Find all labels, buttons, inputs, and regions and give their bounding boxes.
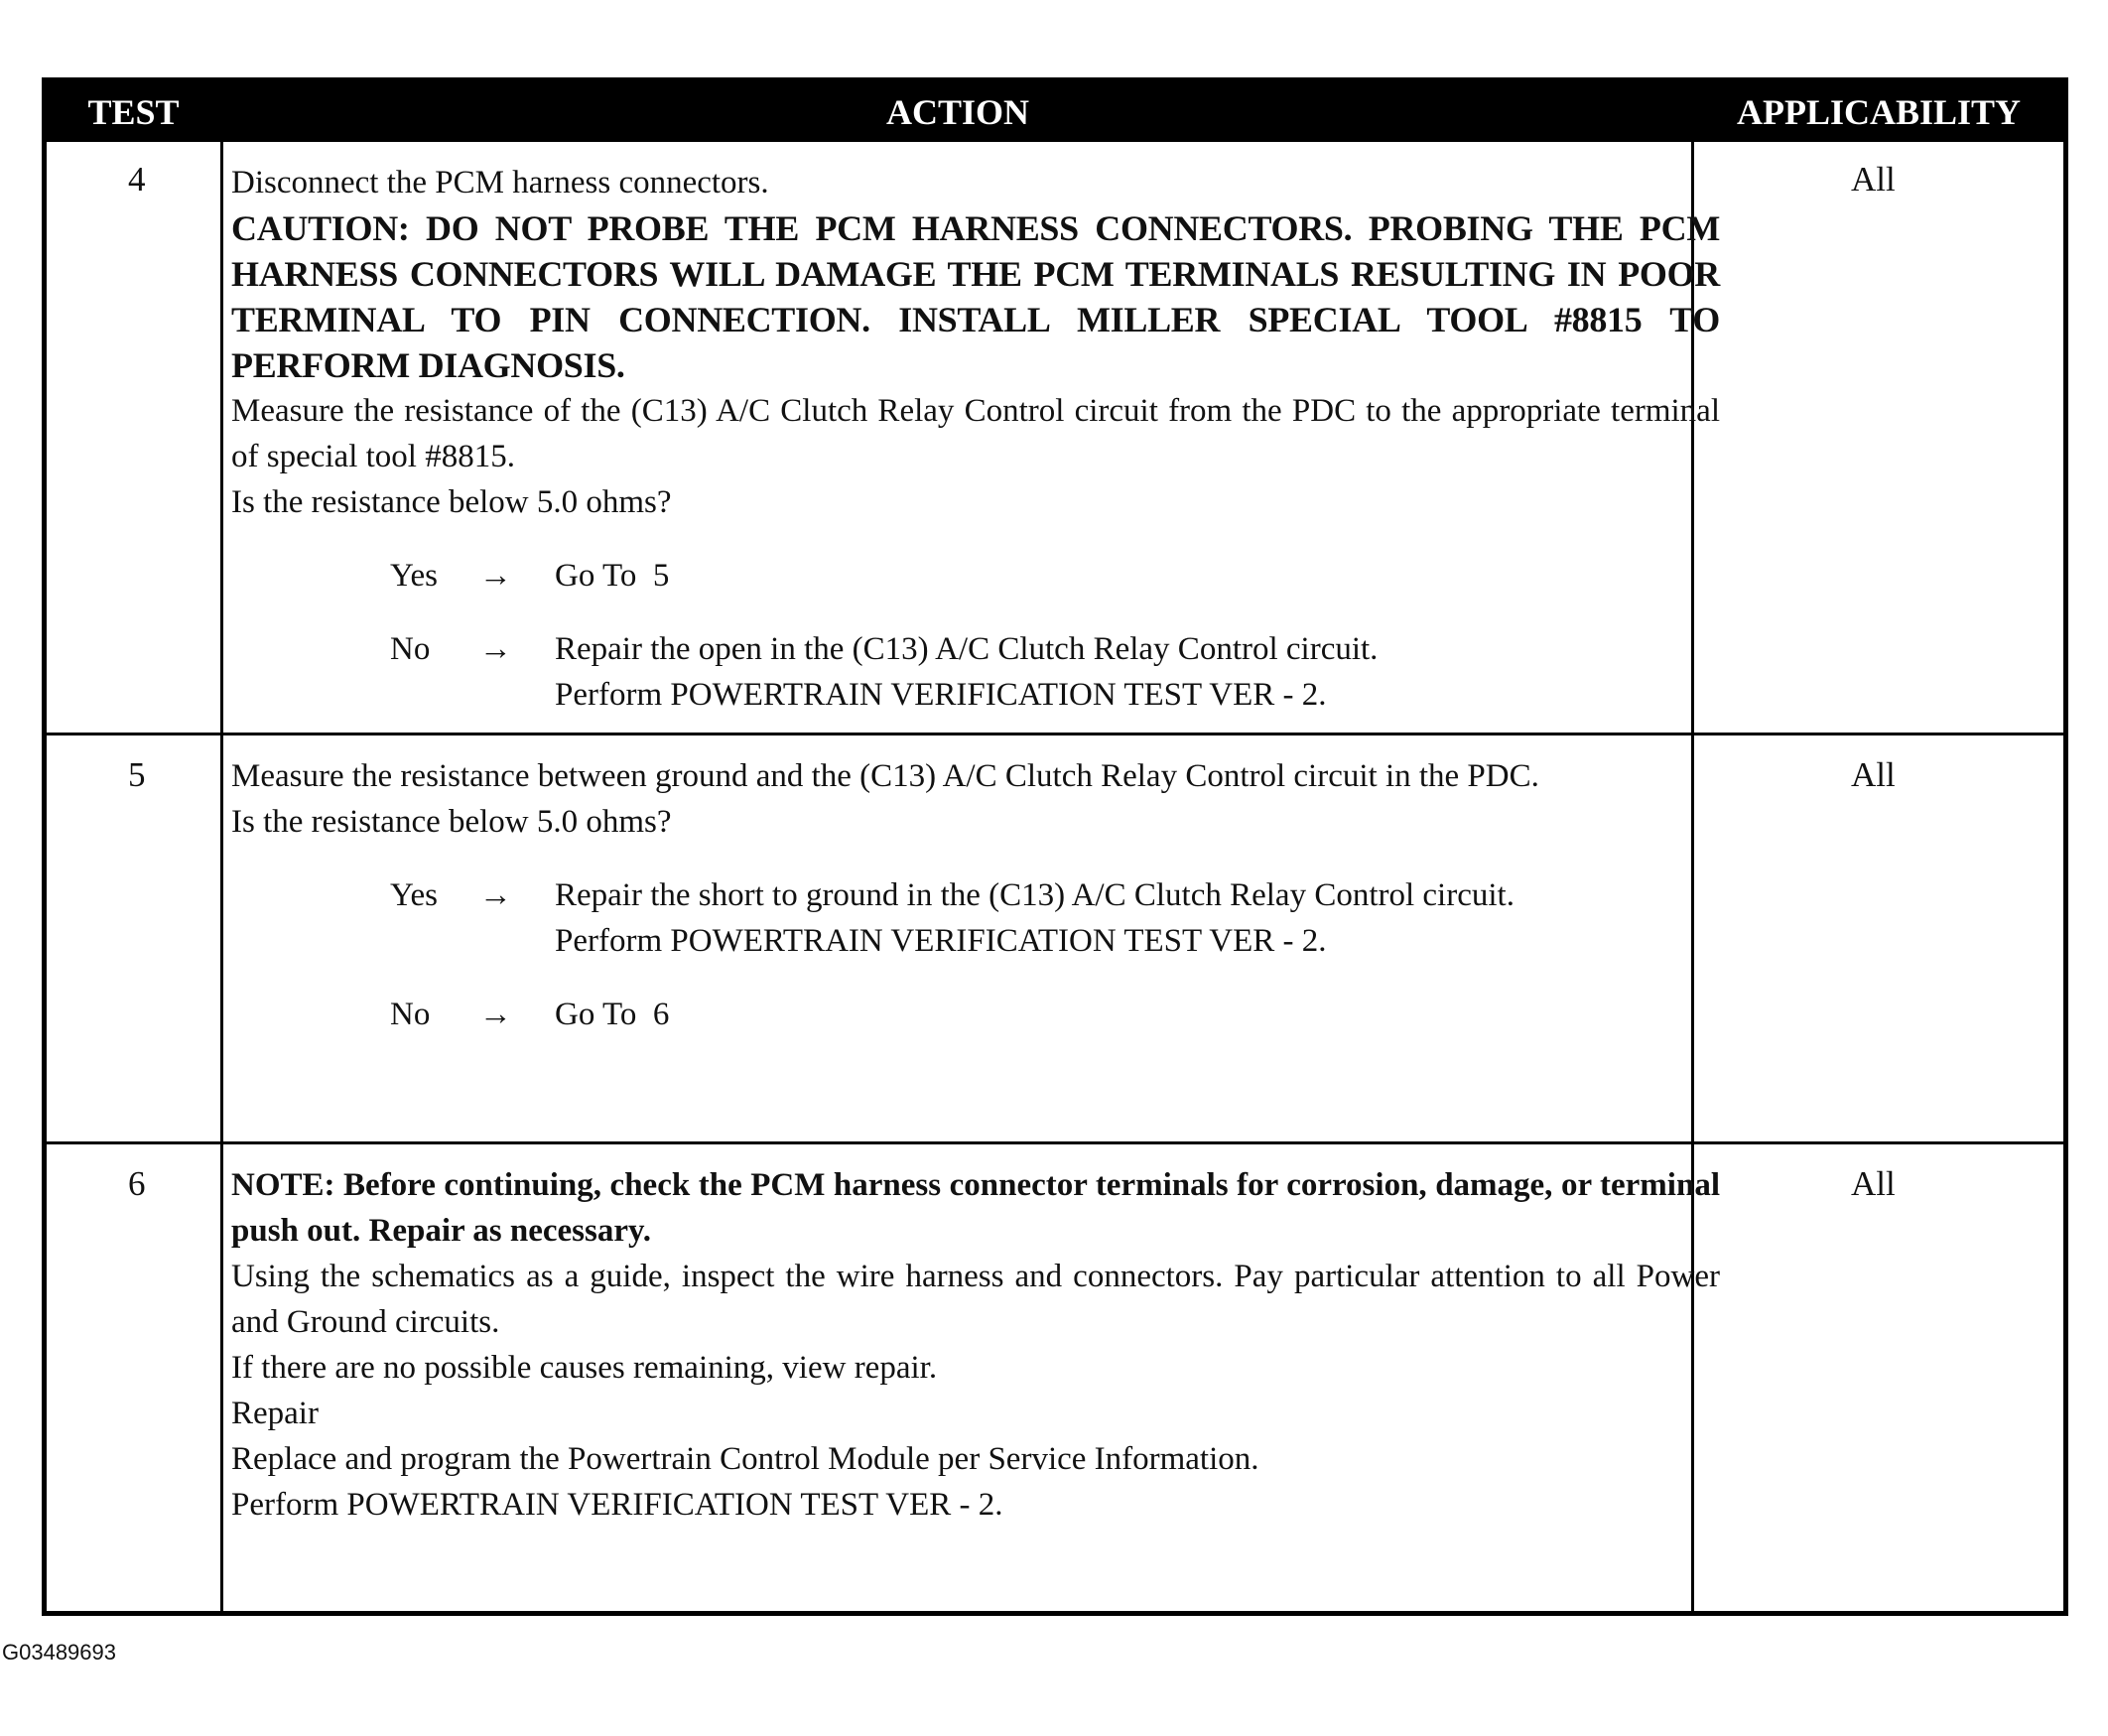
yes-text: Go To 5: [555, 558, 670, 594]
test-number: 5: [128, 755, 146, 794]
applicability-value: All: [1851, 1164, 1896, 1203]
test-number: 6: [128, 1164, 146, 1203]
column-divider: [220, 82, 223, 1611]
header-test: TEST: [87, 92, 180, 132]
applicability-value: All: [1851, 160, 1896, 199]
no-branch: [231, 992, 1720, 1037]
action-intro: Disconnect the PCM harness connectors.: [231, 165, 769, 200]
action-body: Measure the resistance between ground and the (C13) A/C Clutch Relay Control circuit in the PDC.: [231, 758, 1539, 794]
action-question: Is the resistance below 5.0 ohms?: [231, 484, 672, 520]
row-divider: [47, 733, 2063, 735]
action-cell: [231, 753, 1720, 1037]
no-label: No: [390, 631, 431, 667]
figure-id: G03489693: [2, 1640, 116, 1665]
no-text: Repair the open in the (C13) A/C Clutch Relay Control circuit.: [555, 631, 1379, 667]
diagnostic-table: [42, 77, 2068, 1616]
action-question: Is the resistance below 5.0 ohms?: [231, 804, 672, 840]
no-text: Perform POWERTRAIN VERIFICATION TEST VER - 2.: [555, 677, 1327, 713]
arrow-icon: →: [479, 997, 512, 1032]
repair-label: Repair: [231, 1396, 319, 1431]
test-number: 4: [128, 160, 146, 199]
row-divider: [47, 1141, 2063, 1144]
arrow-icon: →: [479, 877, 512, 913]
no-branch: [231, 626, 1720, 718]
yes-text: Perform POWERTRAIN VERIFICATION TEST VER - 2.: [555, 923, 1327, 959]
action-body: Using the schematics as a guide, inspect the wire harness and connectors. Pay particular attention to all Power and Ground circuits.: [231, 1259, 1720, 1340]
no-label: No: [390, 997, 431, 1032]
note-text: NOTE: Before continuing, check the PCM harness connector terminals for corrosion, damage, or terminal push out. Repair as necessary.: [231, 1167, 1720, 1249]
action-body: If there are no possible causes remaining, view repair.: [231, 1350, 938, 1386]
action-cell: [231, 1162, 1720, 1528]
repair-text: Replace and program the Powertrain Control Module per Service Information.: [231, 1441, 1259, 1477]
arrow-icon: →: [479, 631, 512, 667]
applicability-value: All: [1851, 755, 1896, 794]
action-cell: [231, 160, 1720, 718]
header-applicability: APPLICABILITY: [1736, 92, 2022, 132]
arrow-icon: →: [479, 558, 512, 594]
yes-label: Yes: [390, 558, 439, 594]
caution-text: CAUTION: DO NOT PROBE THE PCM HARNESS CONNECTORS. PROBING THE PCM HARNESS CONNECTORS WILL DAMAGE THE PCM TERMINALS RESULTING IN POOR TERMINAL TO PIN CONNECTION. INSTALL MILLER SPECIAL TOOL #8815 TO PERFORM DIAGNOSIS.: [231, 208, 1720, 385]
yes-branch: [231, 872, 1720, 964]
repair-text: Perform POWERTRAIN VERIFICATION TEST VER - 2.: [231, 1487, 1003, 1523]
action-body: Measure the resistance of the (C13) A/C Clutch Relay Control circuit from the PDC to the appropriate terminal of special tool #8815.: [231, 393, 1720, 474]
header-action: ACTION: [885, 92, 1030, 132]
no-text: Go To 6: [555, 997, 670, 1032]
yes-branch: [231, 553, 1720, 599]
yes-text: Repair the short to ground in the (C13) A/C Clutch Relay Control circuit.: [555, 877, 1515, 913]
yes-label: Yes: [390, 877, 439, 913]
table-header: [47, 82, 2063, 142]
